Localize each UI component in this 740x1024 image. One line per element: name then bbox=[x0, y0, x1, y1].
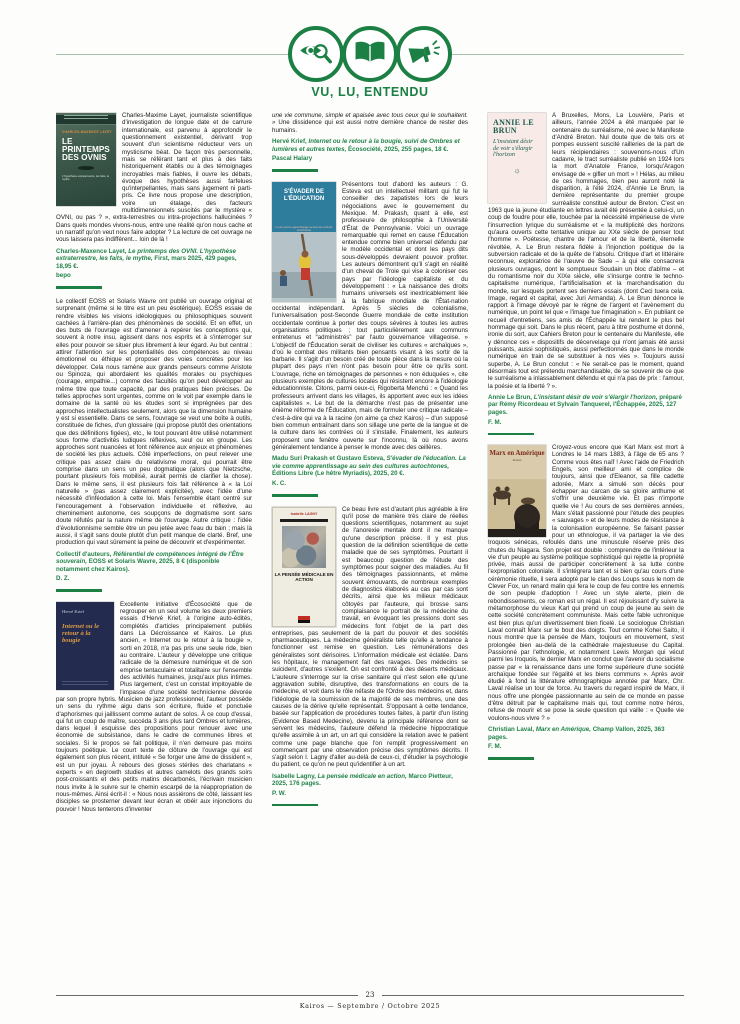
badge-read bbox=[342, 26, 398, 82]
cover-author: CHARLES-MAXENCE LAYET bbox=[62, 130, 112, 134]
section-divider bbox=[488, 757, 534, 760]
section-divider bbox=[272, 804, 318, 807]
review-body: Ce beau livre est d'autant plus agréable à lire qu'il pose de manière très claire de réelles questions scientifiques, notamment au sujet de l'anorexie mentale dont il ne manque qu'une description précise. Il y est plus question de la définition scientifique de cette maladie que de ses symptômes. Pourtant il est beaucoup question de l'étude des symptômes pour soigner des maladies. Au fil des témoignages passionnants, et même souvent émouvants, de nombreux exemples de diagnostics élaborés au cas par cas sont décrits, ainsi que les milieux médicaux côtoyés par l'auteure, qui brosse sans complaisance le portrait de la médecine du travail, en évoquant les pressions dont ses médecins font l'objet de la part des entreprises, pas seulement de la part du pouvoir et des sociétés pharmaceutiques. La médecine généraliste telle qu'elle a tendance à fonctionner est remise en question. Les rémunérations des généralistes sont dérisoires. L'information médicale est éclatée. Dans les hôpitaux, le management fait des ravages. Des médecins se suicident, d'autres s'exilent. On est confronté à des déserts médicaux. L'auteure s'interroge sur la crise sanitaire qui n'est selon elle qu'une aggravation subite, disruptive, des transformations en cours de la médecine, et voit dans le rôle néfaste de l'Ordre des médecins et, dans l'idéologie de la soumission de la majorité de ses membres, une des causes de la dérive qu'elle représentait. S'opposant à cette tendance, basée sur l'application de procédures toutes faites, à partir d'un listing (Evidence Based Medecine), devenu la principale référence dont se servent les médecins, l'auteure défend la médecine hippocratique qu'elle assimile à un art, un art qui considère la relation avec le patient comme une page blanche que l'on remplit progressivement en commençant par une observation précise des symptômes décrits. Il s'agit selon I. Lagny d'aller au-delà de ceux-ci, d'étudier la psychologie du patient, ce qu'on ne peut qu'identifier à un art. bbox=[272, 505, 468, 769]
cover-banner bbox=[56, 115, 116, 125]
page-footer bbox=[56, 991, 684, 1010]
issue-line: Kairos — Septembre / Octobre 2025 bbox=[299, 1002, 441, 1010]
review-body: Excellente initiative d'Écosociété que de regrouper en un seul volume les deux premiers essais d'Hervé Krief, à l'origine auto-édités, complétés d'articles principalement publiés dans La Décroissance et Kairos. Le plus ancien, « Internet ou le retour à la bougie », sorti en 2018, n'a pas pris une seule ride, bien au contraire. L'auteur y développe une critique radicale de la démesure numérique et de son emprise tentaculaire et totalitaire sur l'ensemble des activités humaines, jusqu'aux plus intimes. Plus largement, c'est un constat impitoyable de l'impasse d'une société technicienne dévorée par son propre hybris. Musicien de jazz professionnel, l'auteur possède un sens du rythme aigu dans son écriture, fluide et ponctuée d'aphorismes qui jaillissent comme autant de solos. À ce coup d'essai, qui fut un coup de maître, succéda 3 ans plus tard Ombres et lumières, dans lequel il esquisse des propositions pour renouer avec une économie de subsistance, dans le cadre de communes libres et sociales. Si le propos se fait politique, il n'en demeure pas moins toujours poétique. Le court texte de clôture de l'ouvrage qui est également son plus récent, intitulé « Se forger une âme de dissident », est un pur joyau. À rebours des gloses stériles des charlatans « experts » en degrowth studies et autres camelots des grands soirs post-croissants et des petits matins décarbonés, l'écrivain musicien nous invite à le suivre sur le chemin escarpé de la réappropriation de nous-mêmes. Ainsi écrit-il : « Nous nous assiérons de côté, laissant les disciples se prosterner devant leur écran et obéir aux injonctions du pouvoir ! Nous tenterons d'inventer bbox=[56, 600, 252, 813]
book-citation: Collectif d'auteurs, Référentiel de compétences intégré de l'Être souverain, EOSS et Solaris Wavre, 2025, 8 € (disponible notamment chez Kairos). bbox=[56, 550, 244, 573]
cover-title: Internet ou le retour à la bougie bbox=[62, 622, 100, 645]
book-cover-internet-bougie bbox=[56, 602, 114, 690]
section-divider bbox=[488, 433, 534, 436]
cover-title: LE PRINTEMPS DES OVNIS bbox=[62, 137, 110, 162]
book-cover-annie-le-brun bbox=[488, 113, 546, 203]
book-citation: Charles-Maxence Layet, Le printemps des OVNI. L'hypothèse extraterrestre, les faits, le mythe, First, mars 2025, 429 pages, 18,95 €. bbox=[56, 247, 237, 270]
cover-subtitle: La vie comme apprentissage au sein des cultures autochtones bbox=[272, 224, 336, 232]
book-citation: Isabelle Lagny, La pensée médicale en action, Marco Pietteur, 2025, 176 pages. bbox=[272, 772, 453, 788]
cover-footer-lines bbox=[62, 679, 108, 685]
cover-title: Marx en Amérique bbox=[489, 450, 545, 458]
review-marx-en-amerique bbox=[488, 444, 684, 760]
book-citation: Madu Suri Prakash et Gustavo Esteva, S'évader de l'éducation. La vie comme apprentissage au sein des cultures autochtones, Éditions Libre (Le hêtre Myriadis), 2025, 20 €. bbox=[272, 455, 466, 478]
masthead bbox=[56, 26, 684, 108]
cover-photo bbox=[272, 232, 336, 298]
section-divider bbox=[56, 589, 102, 592]
open-book-icon bbox=[353, 39, 387, 70]
review-referentiel-eoss bbox=[56, 298, 252, 592]
sun-ornament: ☼ bbox=[513, 165, 521, 175]
review-internet-bougie-part2 bbox=[272, 112, 468, 172]
review-annie-le-brun bbox=[488, 112, 684, 435]
review-pensee-medicale bbox=[272, 506, 468, 807]
publisher-logo bbox=[298, 616, 310, 623]
review-printemps-ovnis bbox=[56, 112, 252, 289]
book-cover-pensee-medicale bbox=[272, 507, 336, 627]
cover-author: ANNIE LE BRUN bbox=[493, 118, 534, 135]
reviewer-name: Pascal Halary bbox=[272, 155, 313, 163]
footer-rule-left bbox=[56, 995, 358, 996]
badge-seen bbox=[288, 26, 344, 82]
cover-painting bbox=[282, 526, 326, 568]
column-2 bbox=[272, 112, 468, 991]
cover-title: LA PENSÉE MÉDICALE EN ACTION bbox=[274, 572, 334, 583]
cover-illustration bbox=[488, 479, 546, 537]
review-body: À Bruxelles, Mons, La Louvière, Paris et ailleurs, l'année 2024 a été marquée par le centenaire du surréalisme, né avec le Manifeste d'André Breton. Nul doute que de tels ors et pompes eussent suscité railleries de la part de leurs récipiendaires : souvenons-nous d'Un cadavre, le tract surréaliste publié en 1924 lors la mort d'Anatole France, lorsqu'Aragon envisage de « gifler un mort » ! Hélas, au milieu de ces hommages, bien peu auront noté la disparition, à l'été 2024, d'Annie Le Brun, la dernière représentante du premier groupe surréaliste constitué autour de Breton. C'est en 1963 que la jeune étudiante en lettres avait été présentée à celui-ci, un coup de foudre pour elle, touchée par la nécessité impérieuse de vivre l'insurrection lyrique du surréalisme et « la multiplicité des horizons qu'aura ouverts cette tentative unique au XXe siècle de penser tout l'homme ». Poétesse, chantre de l'amour et de la liberté, éternelle révoltée, A. Le Brun restera fidèle à l'injonction poétique de la subversion radicale et de la quête de l'absolu. Critique d'art et littéraire reconnue, exploratrice de l'œuvre de Sade – à qui elle consacrera plusieurs ouvrages, dont le somptueux Soudain un bloc d'abîme – et du romantisme noir du XIXe siècle, elle s'insurge contre le techno-capitalisme numérique, l'artificialisation et la marchandisation du monde, sur lesquels portent ses derniers essais (dont Ceci tuera cela. Image, regard et capital, avec Juri Armanda). A. Le Brun dénonce le rapport à l'image dévoyé par le règne de l'argent et l'avènement du numérique, un point tel que « l'image tue l'imagination ». En publiant ce recueil d'entretiens, ses amis de l'Échappée lui rendent le plus bel hommage qui soit. Dans le plus récent, paru à titre posthume et donné, ironie du sort, aux Cahiers Breton pour le centenaire du Manifeste, elle y dénonce ces « dispositifs de décervelage qui n'ont jamais été aussi puissants, aussi sophistiqués, aussi perfectionnés que dans le monde numérique en train de se substituer à nos vies ». Toujours aussi superbe, A. Le Brun conclut : « Ne serait-ce pas le moment, quand désormais tout est prétendu marchandisable, de se souvenir de ce que le surréalisme a inlassablement défendu et qui n'a pas de prix : l'amour, la poésie et la liberté ? ». bbox=[488, 112, 684, 390]
review-body: Le collectif EOSS et Solaris Wavre ont publié un ouvrage original et surprenant (même si le titre est un peu ésotérique). EOSS essaie de rendre visibles les visions idéologiques ou philosophiques souvent cachées à l'arrière-plan des phénomènes de société. Et en effet, un des buts de l'ouvrage est d'amener à repérer les conceptions qui, souvent à notre insu, agissent dans nos esprits et à s'interroger sur elles pour pouvoir se situer plus librement à leur égard. Au but central : attirer l'attention sur les potentialités des compétences au niveau émotionnel ou éthique et proposer des voies concrètes pour les développer. Cela nous ramène aux grands penseurs comme Aristote ou Spinoza, qui abordaient les qualités morales ou psychiques (courage, empathie...) comme des facultés qu'on peut développer au même titre que toute capacité, par des pratiques bien précises. De telles approches sont urgentes, comme on le voit par exemple dans le domaine de la santé où les études sont si imprégnées par des approches intellectualistes seulement, alors que la dimension humaine y est si essentielle. Dans ce sens, l'ouvrage se veut une boîte à outils, constituée de fiches, d'un glossaire (qui propose plutôt des orientations que des définitions figées), etc., le tout pouvant être utilisé notamment sous forme d'activités ludiques réflexives, seul ou en groupe. Les approches sont nuancées et font référence aux enjeux et phénomènes de société les plus actuels. Côté imperfections, on peut relever une critique pas assez claire du relativisme moral, qui pourrait être comprise dans un sens un peu dogmatique (alors que Nietzsche, pourtant plusieurs fois mobilisé, aurait permis de clarifier la chose). Dans le même sens, il est plusieurs fois fait référence à « la Loi naturelle » (pas assez clairement explicitée), avec l'idée d'une nécessité d'inféodation à cette loi. Mais l'ensemble étant centré sur l'encouragement à l'observation individuelle et réflexive, au cheminement autonome, ces soupçons de dogmatisme sont sans doute réfutés par la nature même de l'ouvrage. Autre critique : l'idée d'évolutionnisme semble être un peu jetée avec l'eau du bain ; mais là aussi, il s'agit sans doute plutôt d'un petit manque de clarté. Bref, une production qui vaut sûrement la peine de découvrir et d'expérimenter. bbox=[56, 297, 252, 547]
book-cover-evader-education bbox=[272, 182, 336, 302]
masthead-badges bbox=[289, 26, 451, 82]
book-citation: Annie Le Brun, L'insistant désir de voir s'élargir l'horizon, préparé par Rémy Ricordeau et Sylvain Tanquerel, l'Échappée, 2025, 127 pages. bbox=[488, 393, 682, 416]
reviewer-initials: bepo bbox=[56, 272, 71, 280]
page-number-row bbox=[56, 991, 684, 999]
footer-rule-right bbox=[382, 995, 684, 996]
section-divider bbox=[272, 169, 318, 172]
page-number: 23 bbox=[365, 991, 375, 999]
megaphone-icon bbox=[407, 38, 441, 71]
badge-heard bbox=[396, 26, 452, 82]
review-columns bbox=[56, 112, 684, 991]
cover-subtitle: Roman bbox=[512, 458, 522, 463]
review-body: une vie commune, simple et apaisée avec tous ceux qui le souhaitent. » Une dissidence qui est aussi notre dernière chance de rester des humains. bbox=[272, 112, 468, 134]
column-1 bbox=[56, 112, 252, 991]
reviewer-initials: P. W. bbox=[272, 789, 286, 797]
book-citation: Christian Laval, Marx en Amérique, Champ Vallon, 2025, 363 pages. bbox=[488, 726, 665, 741]
section-divider bbox=[56, 286, 102, 289]
reviewer-initials: F. M. bbox=[488, 418, 502, 426]
cover-band bbox=[280, 519, 328, 523]
cover-subtitle: L'hypothèse extraterrestre, les faits, le mythe bbox=[62, 173, 110, 182]
reviewer-initials: F. M. bbox=[488, 743, 502, 751]
review-body: Croyez-vous encore que Karl Marx est mort à Londres le 14 mars 1883, à l'âge de 65 ans ? Comme vous êtes naïf ! Avec l'aide de Friedrich Engels, son meilleur ami et complice de toujours, ainsi que d'Eleanor, sa fille cadette adorée, Marx a simulé son décès pour échapper au carcan de sa gloire anthume et s'offrir une deuxième vie. Et pas n'importe quelle vie ! Au cours de ses dernières années, Marx s'était passionné pour l'étude des peuples « sauvages » et de leurs modes de résistance à la colonisation européenne. Se faisant passer pour un ethnologue, il va partager la vie des Iroquois sénécas, refoulés dans une minuscule réserve près des chutes du Niagara. Son projet est double : comprendre de l'intérieur la vie d'un peuple au système politique sophistiqué qui rejette la propriété privée, mais aussi de participer concrètement à sa lutte contre l'expropriation coloniale. Il s'intégrera tant et si bien qu'au cours d'une cérémonie rituelle, il sera adopté par le clan des Loups sous le nom de Clever Fox, un renard malin qui fera le coup de feu contre les ennemis de son peuple d'adoption ! Avec un style alerte, plein de rebondissements, ce roman est un régal. Il est réjouissant d'y suivre la métamorphose du vieux Karl qui prend un coup de jeune au sein de cette société concrètement communiste. Mais cette fable uchronique est bien plus qu'un divertissement bien ficelé. Le sociologue Christian Laval connaît Marx sur le bout des doigts. Tout comme Kohei Saito, il nous montre que la pensée de Marx, toujours en mouvement, s'est prolongée bien au-delà de la cathédrale majestueuse du Capital. Passionné par l'ethnologie, et notamment Lewis Morgan qui vécut parmi les Iroquois, le dernier Marx en conclut que l'avenir du socialisme passe par « la renaissance dans une forme supérieure d'une société archaïque fondée sur l'égalité et les biens communs ». Après avoir étudié à fond la littérature ethnographique annotée par Marx, Chr. Laval réalise un tour de force. Au travers du regard inspiré de Marx, il nous offre une plongée passionnante au sein de ce monde en passe d'être détruit par le capitalisme mais qui, tout comme notre héros, refuse de mourir et se pose la seule question qui vaille : « Quelle vie voulons-nous vivre ? » bbox=[488, 444, 684, 722]
review-body: Charles-Maxime Layet, journaliste scientifique d'investigation de longue date et de carrure internationale, est parvenu à approfondir le questionnement existentiel, dérivant trop souvent d'un scientisme réducteur vers un mysticisme béat. De façon très personnelle, mais se référant tant et plus à des faits historiquement établis ou à des témoignages incroyables mais fiables, il ouvre les débats, évoque des hypothèses aussi farfelues qu'interpellantes, mais sans jugement ni parti-pris. Ce livre nous propose une description, voire un étalage, des facteurs multidimensionnels suscités par le mystère « OVNI, ou pas ? », extra-terrestres ou intra-projections hallucinées ? Dans quels mondes vivons-nous, entre une réalité qu'on nous cache et un narratif qu'on veut nous faire adopter ? La lecture de cet ouvrage ne vous laissera pas indifférent... loin de là ! bbox=[56, 112, 252, 244]
section-divider bbox=[272, 494, 318, 497]
book-citation: Hervé Krief, Internet ou le retour à la bougie, suivi de Ombres et lumières et autres textes, Écosociété, 2025, 255 pages, 18 €. bbox=[272, 137, 460, 153]
book-cover-printemps-ovnis bbox=[56, 113, 116, 206]
cover-author: Hervé Krief bbox=[62, 608, 85, 614]
column-3 bbox=[488, 112, 684, 991]
reviewer-initials: K. C. bbox=[272, 479, 287, 487]
eye-magnifier-icon bbox=[298, 38, 334, 71]
cover-title: L'insistant désir de voir s'élargir l'horizon bbox=[493, 138, 533, 158]
review-internet-bougie-part1 bbox=[56, 601, 252, 813]
review-body: Présentons tout d'abord les auteurs : G. Esteva est un intellectuel militant qui fut le conseiller des zapatistes lors de leurs négociations avec le gouvernement du Mexique. M. Prakash, quant à elle, est professeure de philosophie à l'Université d'État de Pennsylvanie. Voici un ouvrage remarquable qui remet en cause l'Éducation entendue comme bien universel défendu par le modèle occidental et dont les pays dits sous-développés devraient pouvoir profiter. Les auteurs démontrent qu'il s'agit en réalité d'un cheval de Troie qui vise à coloniser ces pays par l'idéologie capitaliste et du développement : « La naissance des droits humains universels est inextricablement liée à la fabrique mondiale de l'État-nation occidental indépendant. Après 5 siècles de colonialisme, l'universalisation post-Seconde Guerre mondiale de cette institution occidentale continue à porter des coups sévères à toutes les autres organisations politiques ; tout particulièrement aux communs entretenus et “administrés” par l'auto gouvernance villageoise. » L'objectif de l'Éducation serait de civiliser les cultures « archaïques », d'où le combat des militants bien pensants visant à les sortir de la barbarie. Il s'agit d'un besoin créé de toute pièce dans la mesure où la plupart des pays n'en n'ont pas besoin pour être ce qu'ils sont. L'ouvrage, riche en témoignages de personnes « non éduquées », cite plusieurs exemples de cultures locales qui résistent encore à l'idéologie éducationniste. Citons, parmi ceux-ci, Rigoberta Menchú : « Quand les professeurs arrivent dans les villages, ils apportent avec eux les idées capitalistes ». Le but de la démarche n'est pas de présenter une énième réforme de l'Éducation, mais de formuler une critique radicale – c'est-à-dire qui va à la racine (on aime ça chez Kairos) – d'un supposé bien commun entraînant dans son sillage une perte de la langue et de la culture dans les contrées où il s'installe. Finalement, les auteurs proposent une fenêtre ouverte sur l'inconnu, là où nous avons généralement tendance à penser le monde avec des œillères. bbox=[272, 180, 468, 451]
cover-author: Isabelle LAGNY bbox=[290, 511, 318, 516]
section-title: VU, LU, ENTENDU bbox=[311, 85, 429, 99]
ufo-shape bbox=[78, 166, 94, 170]
book-cover-marx-amerique bbox=[488, 445, 546, 537]
cover-title: S'ÉVADER DE L'ÉDUCATION bbox=[272, 182, 336, 224]
reviewer-initials: D. Z. bbox=[56, 575, 70, 583]
review-evader-education bbox=[272, 181, 468, 497]
